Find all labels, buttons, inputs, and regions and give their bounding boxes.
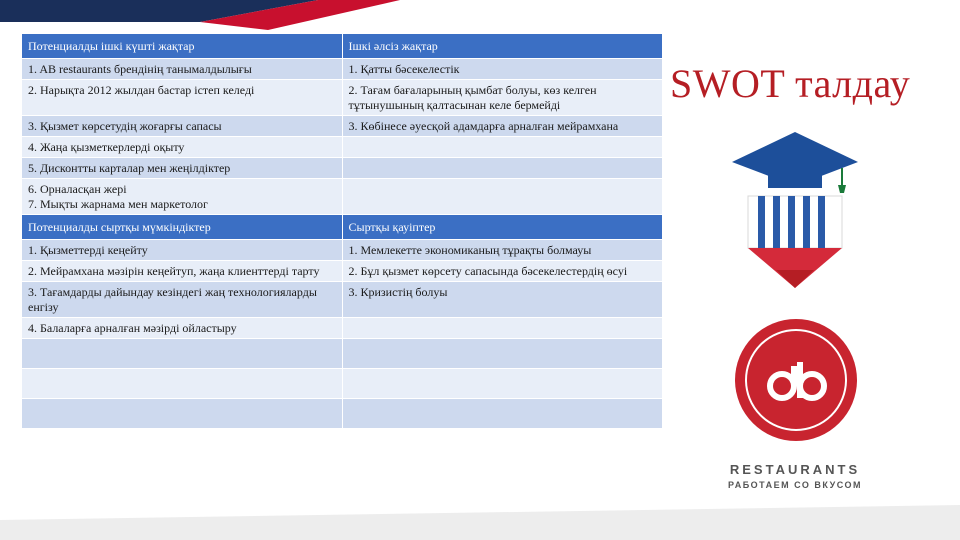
right-cell bbox=[342, 318, 662, 339]
right-cell bbox=[342, 158, 662, 179]
table-row bbox=[22, 80, 662, 116]
right-cell: Сыртқы қауіптер bbox=[342, 215, 662, 240]
table-row bbox=[22, 158, 662, 179]
left-cell: 2. Мейрамхана мәзірін кеңейтуп, жаңа клиенттерді тарту bbox=[22, 261, 342, 282]
logo-slogan: РАБОТАЕМ СО ВКУСОМ bbox=[728, 480, 862, 490]
left-cell: 6. Орналасқан жері 7. Мықты жарнама мен маркетолог bbox=[22, 179, 342, 215]
left-cell: 1. AB restaurants брендінің танымалдылығы bbox=[22, 59, 342, 80]
right-cell: 2. Тағам бағаларының қымбат болуы, көз келген тұтынушының қалтасынан келе бермейді bbox=[342, 80, 662, 116]
table-row bbox=[22, 318, 662, 339]
table-row bbox=[22, 339, 662, 369]
right-cell: 1. Қатты бәсекелестік bbox=[342, 59, 662, 80]
external-header-row bbox=[22, 215, 662, 240]
internal-header-row bbox=[22, 34, 662, 59]
table-row bbox=[22, 137, 662, 158]
left-cell: Потенциалды ішкі күшті жақтар bbox=[22, 34, 342, 59]
left-cell bbox=[22, 339, 342, 369]
graduation-pencil-icon bbox=[730, 120, 860, 290]
left-cell: 3. Тағамдарды дайындау кезіндегі жаң технологияларды енгізу bbox=[22, 282, 342, 318]
left-cell: 4. Балаларға арналған мәзірді ойластыру bbox=[22, 318, 342, 339]
right-cell: Ішкі әлсіз жақтар bbox=[342, 34, 662, 59]
left-cell: 2. Нарықта 2012 жылдан бастар істеп келеді bbox=[22, 80, 342, 116]
slide-title: SWOT талдау bbox=[670, 61, 911, 106]
ab-restaurants-logo bbox=[734, 318, 858, 442]
right-cell bbox=[342, 369, 662, 399]
table-row bbox=[22, 261, 662, 282]
table-row bbox=[22, 369, 662, 399]
left-cell bbox=[22, 399, 342, 429]
table-row bbox=[22, 116, 662, 137]
right-cell bbox=[342, 137, 662, 158]
right-cell: 1. Мемлекетте экономиканың тұрақты болмауы bbox=[342, 240, 662, 261]
logo-text bbox=[720, 462, 870, 490]
right-cell bbox=[342, 179, 662, 215]
logo-name: RESTAURANTS bbox=[729, 462, 861, 477]
table-row bbox=[22, 399, 662, 429]
swot-table bbox=[22, 34, 662, 429]
left-cell: Потенциалды сыртқы мүмкіндіктер bbox=[22, 215, 342, 240]
right-cell: 3. Көбінесе әуесқой адамдарға арналған мейрамхана bbox=[342, 116, 662, 137]
right-cell: 3. Кризистің болуы bbox=[342, 282, 662, 318]
left-cell bbox=[22, 369, 342, 399]
table-row bbox=[22, 179, 662, 215]
left-cell: 1. Қызметтерді кеңейту bbox=[22, 240, 342, 261]
table-row bbox=[22, 59, 662, 80]
table-row bbox=[22, 282, 662, 318]
left-cell: 4. Жаңа қызметкерлерді оқыту bbox=[22, 137, 342, 158]
left-cell: 3. Қызмет көрсетудің жоғарғы сапасы bbox=[22, 116, 342, 137]
right-cell bbox=[342, 339, 662, 369]
right-cell bbox=[342, 399, 662, 429]
left-cell: 5. Дисконтты карталар мен жеңілдіктер bbox=[22, 158, 342, 179]
table-row bbox=[22, 240, 662, 261]
right-cell: 2. Бұл қызмет көрсету сапасында бәсекелестердің өсуі bbox=[342, 261, 662, 282]
